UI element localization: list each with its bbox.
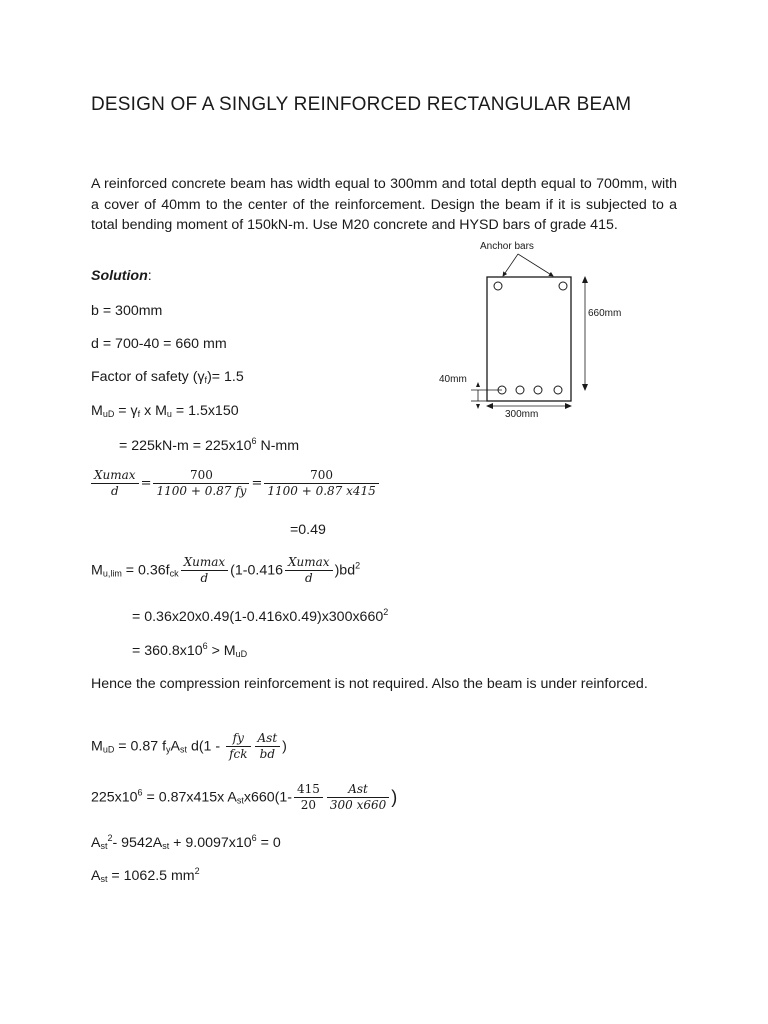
- frac-num: Xumax: [91, 468, 139, 484]
- mulim3-sub: uD: [235, 649, 248, 659]
- eq-moment-capacity: [91, 731, 287, 762]
- fos-sub: f: [204, 375, 208, 385]
- frac-den: d: [200, 571, 209, 585]
- eq-b: b = 300mm: [91, 303, 163, 319]
- cover-arrow-bottom: [476, 404, 480, 409]
- frac-xumax-d: [91, 468, 139, 499]
- equals-sign: =: [251, 476, 263, 491]
- mud-rest: = 1.5x150: [171, 403, 239, 419]
- eq3-a: A: [91, 835, 101, 851]
- mud-eq: = γ: [114, 403, 138, 419]
- frac-xumax-d: [181, 555, 229, 586]
- mud2-post: N-mm: [256, 438, 300, 454]
- eq3-st2: st: [162, 841, 170, 851]
- solution-heading: [91, 268, 152, 284]
- eq3-sup: 2: [107, 833, 113, 843]
- eq1-st: st: [179, 744, 187, 755]
- mulim-sub: u,lim: [102, 568, 122, 579]
- eq2-close: ): [391, 787, 398, 807]
- eq1-a: A: [170, 738, 180, 755]
- tension-bar: [554, 386, 562, 394]
- mulim3-sup: 6: [202, 641, 208, 651]
- depth-arrow-top: [582, 276, 588, 283]
- mulim-mid: (1-0.416: [230, 562, 283, 579]
- frac-den: 1100 + 0.87 fy: [156, 484, 247, 498]
- eq3-st: st: [100, 841, 108, 851]
- frac-den: fck: [229, 747, 248, 761]
- eq1-d: d(1 -: [187, 738, 225, 755]
- mud2-pre: = 225kN-m = 225x10: [119, 438, 252, 454]
- eq3-end: + 9.0097x10: [169, 835, 252, 851]
- mud-usub: u: [166, 409, 172, 419]
- page-title: DESIGN OF A SINGLY REINFORCED RECTANGULAR BEAM: [91, 94, 632, 115]
- solution-label: Solution: [91, 268, 148, 284]
- eq-substitution: [91, 782, 397, 813]
- frac-den: bd: [259, 747, 276, 761]
- frac-num: 415: [294, 782, 323, 798]
- width-arrow-right: [565, 403, 572, 409]
- frac-700-fy: [153, 468, 249, 499]
- eq3-mid: - 9542A: [112, 835, 163, 851]
- eq2-st: st: [236, 795, 244, 806]
- depth-label: 660mm: [588, 308, 622, 319]
- frac-ast-bd: [255, 731, 281, 762]
- problem-statement: A reinforced concrete beam has width equal to 300mm and total depth equal to 700mm, with a cover of 40mm to the center of the reinforcement. Design the beam if it is subjected to a total bending moment of 150kN-m. Use M20 concrete and HYSD bars of grade 415.: [91, 176, 677, 233]
- mulim-end: )bd: [334, 562, 356, 579]
- eq2-sup: 6: [137, 787, 143, 798]
- mulim-sup: 2: [355, 560, 361, 571]
- equals-sign: =: [140, 476, 152, 491]
- mulim2-text: = 0.36x20x0.49(1-0.416x0.49)x300x660: [132, 609, 384, 625]
- eq-mud: [91, 403, 239, 419]
- width-arrow-left: [486, 403, 493, 409]
- eq4-sup: 2: [194, 866, 200, 876]
- eq-mulim-value: [132, 641, 247, 659]
- frac-num: 700: [264, 468, 378, 484]
- anchor-bar-right: [559, 282, 567, 290]
- cover-label: 40mm: [439, 374, 467, 385]
- mulim3-post: > M: [207, 643, 236, 659]
- frac-num: Xumax: [181, 555, 229, 571]
- anchor-bar-left: [494, 282, 502, 290]
- frac-700-415: [264, 468, 378, 499]
- eq-mulim: [91, 555, 360, 586]
- anchor-bars-label: Anchor bars: [480, 241, 534, 252]
- width-label: 300mm: [505, 409, 539, 420]
- beam-outline: [487, 277, 571, 401]
- mulim-m: M: [91, 562, 103, 579]
- eq-xumax-ratio: [89, 468, 381, 499]
- tension-bar: [516, 386, 524, 394]
- mulim2-sup: 2: [383, 607, 389, 617]
- frac-den: d: [304, 571, 313, 585]
- eq1-m: M: [91, 738, 103, 755]
- mulim-eq: = 0.36f: [121, 562, 170, 579]
- frac-415-20: [294, 782, 323, 813]
- mud-sub: uD: [102, 409, 115, 419]
- fos-text-post: )= 1.5: [207, 369, 244, 385]
- frac-xumax-d: [285, 555, 333, 586]
- conclusion-text: Hence the compression reinforcement is not required. Also the beam is under reinforced.: [91, 676, 648, 692]
- eq2-mid: = 0.87x415x A: [142, 789, 237, 806]
- frac-ast-bd-values: [327, 782, 389, 813]
- eq-mud-value: [119, 436, 299, 454]
- eq3-zero: = 0: [256, 835, 281, 851]
- mulim-ck: ck: [169, 568, 179, 579]
- frac-den: 300 x660: [329, 798, 387, 812]
- eq2-x660: x660(1-: [243, 789, 292, 806]
- frac-num: 700: [153, 468, 249, 484]
- mud2-sup: 6: [251, 436, 257, 446]
- mulim3-pre: = 360.8x10: [132, 643, 203, 659]
- eq4-st: st: [100, 874, 108, 884]
- eq2-pre: 225x10: [91, 789, 138, 806]
- depth-arrow-bottom: [582, 384, 588, 391]
- eq-d: d = 700-40 = 660 mm: [91, 336, 227, 352]
- eq-xumax-result: =0.49: [290, 522, 326, 538]
- frac-num: Ast: [327, 782, 389, 798]
- eq-quadratic: [91, 833, 281, 851]
- eq4-mid: = 1062.5 mm: [107, 868, 195, 884]
- eq1-y: y: [166, 744, 171, 755]
- eq1-pre: = 0.87 f: [114, 738, 167, 755]
- frac-fy-fck: [226, 731, 250, 762]
- eq-ast-result: [91, 866, 200, 884]
- beam-section-figure: [430, 232, 630, 427]
- eq1-sub: uD: [102, 744, 115, 755]
- frac-den: d: [110, 484, 119, 498]
- mud-m: M: [91, 403, 103, 419]
- frac-num: fy: [226, 731, 250, 747]
- frac-den: 1100 + 0.87 x415: [267, 484, 376, 498]
- frac-den: 20: [300, 798, 317, 812]
- eq3-sup2: 6: [251, 833, 257, 843]
- fos-text-pre: Factor of safety (γ: [91, 369, 205, 385]
- anchor-arrow-left: [503, 254, 518, 276]
- solution-colon: :: [147, 268, 152, 284]
- eq-mulim-subst: [132, 607, 388, 625]
- eq1-close: ): [282, 738, 287, 755]
- mud-x: x M: [140, 403, 167, 419]
- mud-gsub: f: [137, 409, 141, 419]
- anchor-arrow-right: [518, 254, 553, 276]
- eq4-a: A: [91, 868, 101, 884]
- eq-factor-of-safety: [91, 369, 244, 385]
- frac-num: Ast: [255, 731, 281, 747]
- frac-num: Xumax: [285, 555, 333, 571]
- tension-bar: [534, 386, 542, 394]
- cover-arrow-top: [476, 382, 480, 387]
